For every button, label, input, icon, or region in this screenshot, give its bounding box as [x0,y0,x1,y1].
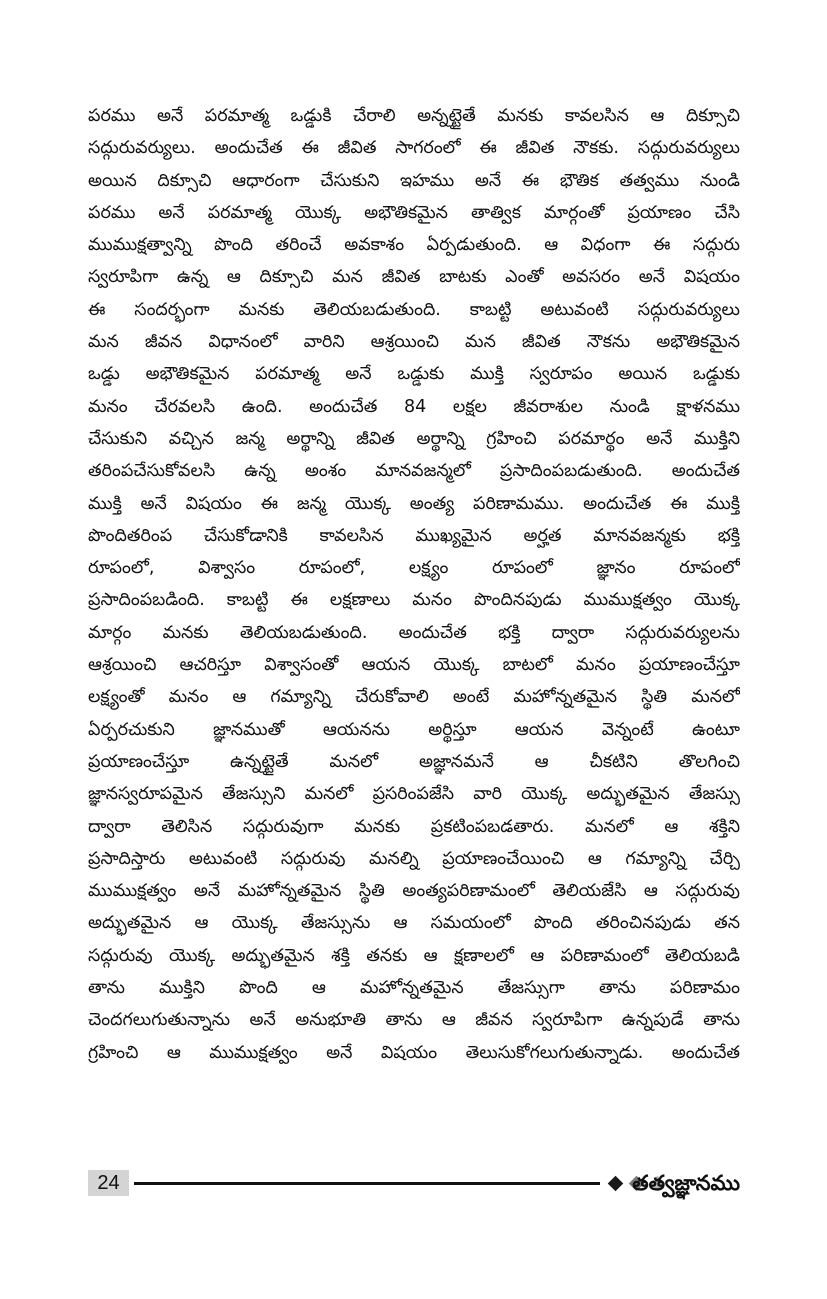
text-line: మనం చేరవలసి ఉంది. అందుచేత 84 లక్షల జీవరాశుల నుండి క్షాళనము [88,396,740,417]
text-line: ఒడ్డు అభౌతికమైన పరమాత్మ అనే ఒడ్డుకు ముక్తి స్వరూపం అయిన ఒడ్డుకు [88,364,740,385]
text-line: పరము అనే పరమాత్మ ఒడ్డుకి చేరాలి అన్నట్టైతే మనకు కావలసిన ఆ దిక్సూచి [88,106,740,126]
text-line: లక్ష్యంతో మనం ఆ గమ్యాన్ని చేరుకోవాలి అంటే మహోన్నతమైన స్థితి మనలో [88,687,740,708]
text-line: రూపంలో, విశ్వాసం రూపంలో, లక్ష్యం రూపంలో జ్ఞానం రూపంలో [88,558,740,579]
text-line: అద్భుతమైన ఆ యొక్క తేజస్సును ఆ సమయంలో పొంది తరించినపుడు తన [88,913,740,934]
text-line: తరింపచేసుకోవలసి ఉన్న అంశం మానవజన్మలో ప్రసాదింపబడుతుంది. అందుచేత [88,461,740,482]
text-line: పొందితరింప చేసుకోడానికి కావలసిన ముఖ్యమైన అర్హత మానవజన్మకు భక్తి [88,525,740,546]
text-line: తాను ముక్తిని పొంది ఆ మహోన్నతమైన తేజస్సుగా తాను పరిణామం [88,978,740,999]
page-number: 24 [88,1170,129,1196]
text-line: పరము అనే పరమాత్మ యొక్క అభౌతికమైన తాత్విక మార్గంతో ప్రయాణం చేసి [88,202,740,223]
text-line: ప్రసాదింపబడింది. కాబట్టి ఈ లక్షణాలు మనం పొందినపుడు ముముక్షత్వం యొక్క [88,590,740,611]
text-line: సద్గురువు యొక్క అద్భుతమైన శక్తి తనకు ఆ క్షణాలలో ఆ పరిణామంలో తెలియబడి [88,945,740,966]
text-line: జ్ఞానస్వరూపమైన తేజస్సుని మనలో ప్రసరింపజేసి వారి యొక్క అద్భుతమైన తేజస్సు [88,784,740,805]
text-line: గ్రహించి ఆ ముముక్షత్వం అనే విషయం తెలుసుకోగలుగుతున్నాడు. అందుచేత [88,1042,740,1063]
text-line: ముముక్షత్వాన్ని పొంది తరించే అవకాశం ఏర్పడుతుంది. ఆ విధంగా ఈ సద్గురు [88,235,740,256]
text-line: ప్రయాణంచేస్తూ ఉన్నట్టైతే మనలో అజ్ఞానమనే ఆ చీకటిని తొలగించి [88,751,740,772]
page-footer [88,1168,740,1200]
text-line: ప్రసాదిస్తారు అటువంటి సద్గురువు మనల్ని ప్రయాణంచేయించి ఆ గమ్యాన్ని చేర్చి [88,848,740,869]
book-title: తత్వజ్ఞానము [632,1171,740,1195]
text-line: స్వరూపిగా ఉన్న ఆ దిక్సూచి మన జీవిత బాటకు ఎంతో అవసరం అనే విషయం [88,267,740,288]
body-text [88,100,740,1069]
text-line: చెందగలుగుతున్నాను అనే అనుభూతి తాను ఆ జీవన స్వరూపిగా ఉన్నపుడే తాను [88,1010,740,1031]
text-line: ఏర్పరచుకుని జ్ఞానముతో ఆయనను అర్థిస్తూ ఆయన వెన్నంటే ఉంటూ [88,719,740,740]
diamond-icon-dark [608,1175,624,1191]
text-line: చేసుకుని వచ్చిన జన్మ అర్థాన్ని జీవిత అర్థాన్ని గ్రహించి పరమార్థం అనే ముక్తిని [88,428,740,449]
text-line: మన జీవన విధానంలో వారిని ఆశ్రయించి మన జీవిత నౌకను అభౌతికమైన [88,332,740,353]
text-line: ఈ సందర్భంగా మనకు తెలియబడుతుంది. కాబట్టి అటువంటి సద్గురువర్యులు [88,299,740,320]
text-line: ముక్తి అనే విషయం ఈ జన్మ యొక్క అంత్య పరిణామము. అందుచేత ఈ ముక్తి [88,493,740,514]
text-line: ఆశ్రయించి ఆచరిస్తూ విశ్వాసంతో ఆయన యొక్క బాటలో మనం ప్రయాణంచేస్తూ [88,655,740,676]
text-line: ముముక్షత్వం అనే మహోన్నతమైన స్థితి అంత్యపరిణామంలో తెలియజేసి ఆ సద్గురువు [88,881,740,902]
text-line: ద్వారా తెలిసిన సద్గురువుగా మనకు ప్రకటింపబడతారు. మనలో ఆ శక్తిని [88,816,740,837]
text-line: సద్గురువర్యులు. అందుచేత ఈ జీవిత సాగరంలో ఈ జీవిత నౌకకు. సద్గురువర్యులు [88,138,740,159]
footer-rule [134,1182,600,1185]
text-line: మార్గం మనకు తెలియబడుతుంది. అందుచేత భక్తి ద్వారా సద్గురువర్యులను [88,622,740,643]
text-line: అయిన దిక్సూచి ఆధారంగా చేసుకుని ఇహము అనే ఈ భౌతిక తత్వము నుండి [88,170,740,191]
